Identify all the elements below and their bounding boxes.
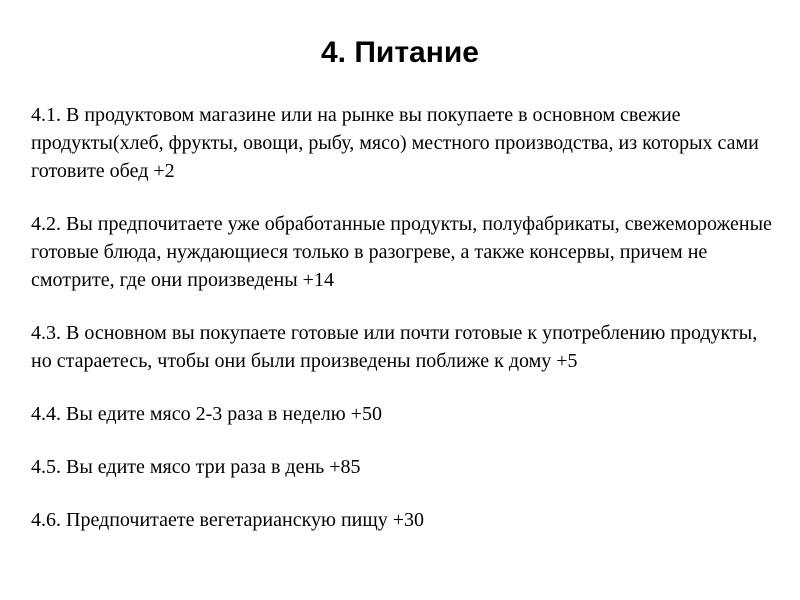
- answer-option-4-5: 4.5. Вы едите мясо три раза в день +85: [31, 456, 361, 478]
- answer-option-4-1: 4.1. В продуктовом магазине или на рынке вы покупаете в основном свежие продукты(хлеб, фрукты, овощи, рыбу, мясо) местного производства, из которых сами готовите обед +2: [31, 104, 759, 182]
- answer-option-4-2: 4.2. Вы предпочитаете уже обработанные продукты, полуфабрикаты, свежемороженые готовые блюда, нуждающиеся только в разогреве, а также консервы, причем не смотрите, где они произведены +14: [31, 213, 772, 291]
- answer-option-4-6: 4.6. Предпочитаете вегетарианскую пищу +30: [31, 509, 425, 531]
- answer-option-4-3: 4.3. В основном вы покупаете готовые или почти готовые к употреблению продукты, но стараетесь, чтобы они были произведены поближе к дому +5: [31, 322, 758, 372]
- slide-title: 4. Питание: [321, 36, 479, 69]
- answer-option-4-4: 4.4. Вы едите мясо 2-3 раза в неделю +50: [31, 403, 382, 425]
- question-list: [31, 101, 781, 534]
